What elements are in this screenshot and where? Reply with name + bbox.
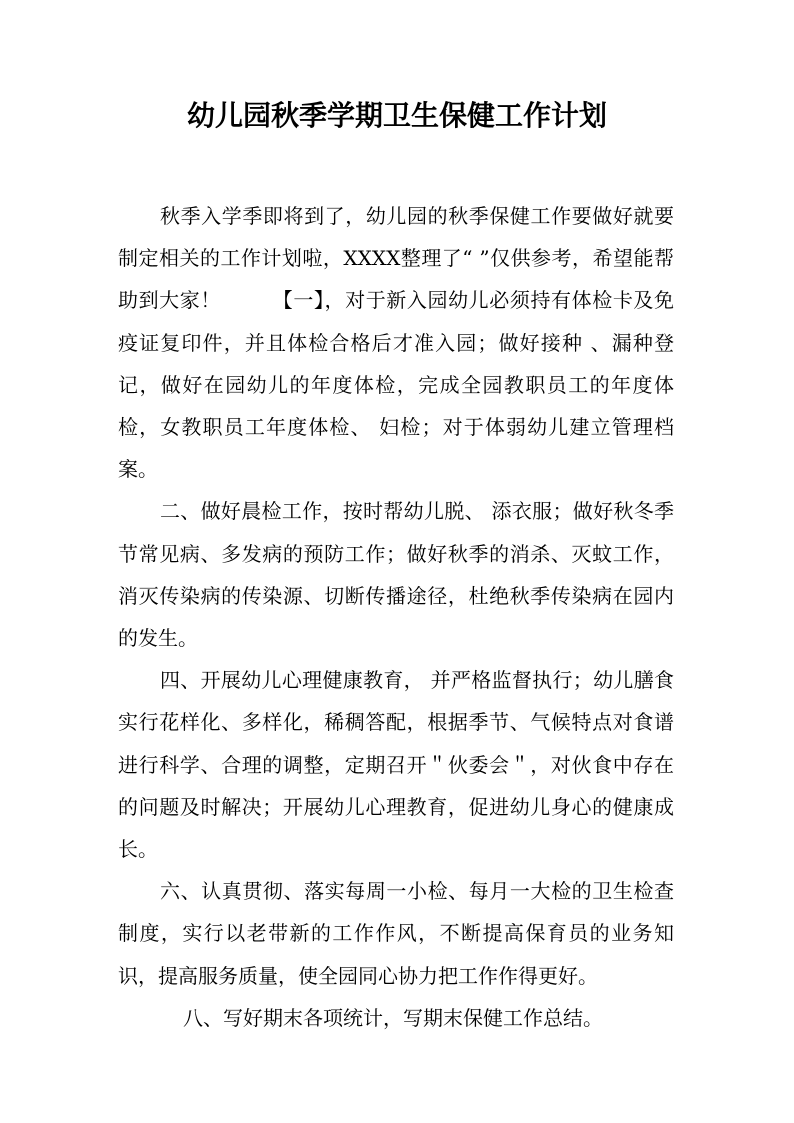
document-title: 幼儿园秋季学期卫生保健工作计划 bbox=[186, 99, 607, 132]
paragraph-intro: 秋季入学季即将到了，幼儿园的秋季保健工作要做好就要制定相关的工作计划啦，XXXX整理了“ ”仅供参考，希望能帮助到大家！ 【一】，对于新入园幼儿必须持有体检卡及免疫证复印件，并且体检合格后才准入园；做好接种 、漏种登记，做好在园幼儿的年度体检，完成全园教职员工的年度体检，女教职员工年度体检、 妇检；对于体弱幼儿建立管理档案。 bbox=[118, 204, 674, 482]
document-body bbox=[118, 195, 674, 1039]
paragraph-item-eight: 八、写好期末各项统计，写期末保健工作总结。 bbox=[183, 1005, 603, 1030]
paragraph-item-four: 四、开展幼儿心理健康教育， 并严格监督执行；幼儿膳食实行花样化、多样化，稀稠答配，根据季节、气候特点对食谱进行科学、合理的调整，定期召开＂伙委会＂，对伙食中存在的问题及时解决；开展幼儿心理教育，促进幼儿身心的健康成长。 bbox=[118, 668, 674, 862]
paragraph-item-two: 二、做好晨检工作，按时帮幼儿脱、 添衣服；做好秋冬季节常见病、多发病的预防工作；做好秋季的消杀、灭蚊工作，消灭传染病的传染源、切断传播途径，杜绝秋季传染病在园内的发生。 bbox=[118, 499, 674, 651]
paragraph-item-six: 六、认真贯彻、落实每周一小检、每月一大检的卫生检查制度，实行以老带新的工作作风，不断提高保育员的业务知识，提高服务质量，使全园同心协力把工作作得更好。 bbox=[118, 879, 674, 988]
